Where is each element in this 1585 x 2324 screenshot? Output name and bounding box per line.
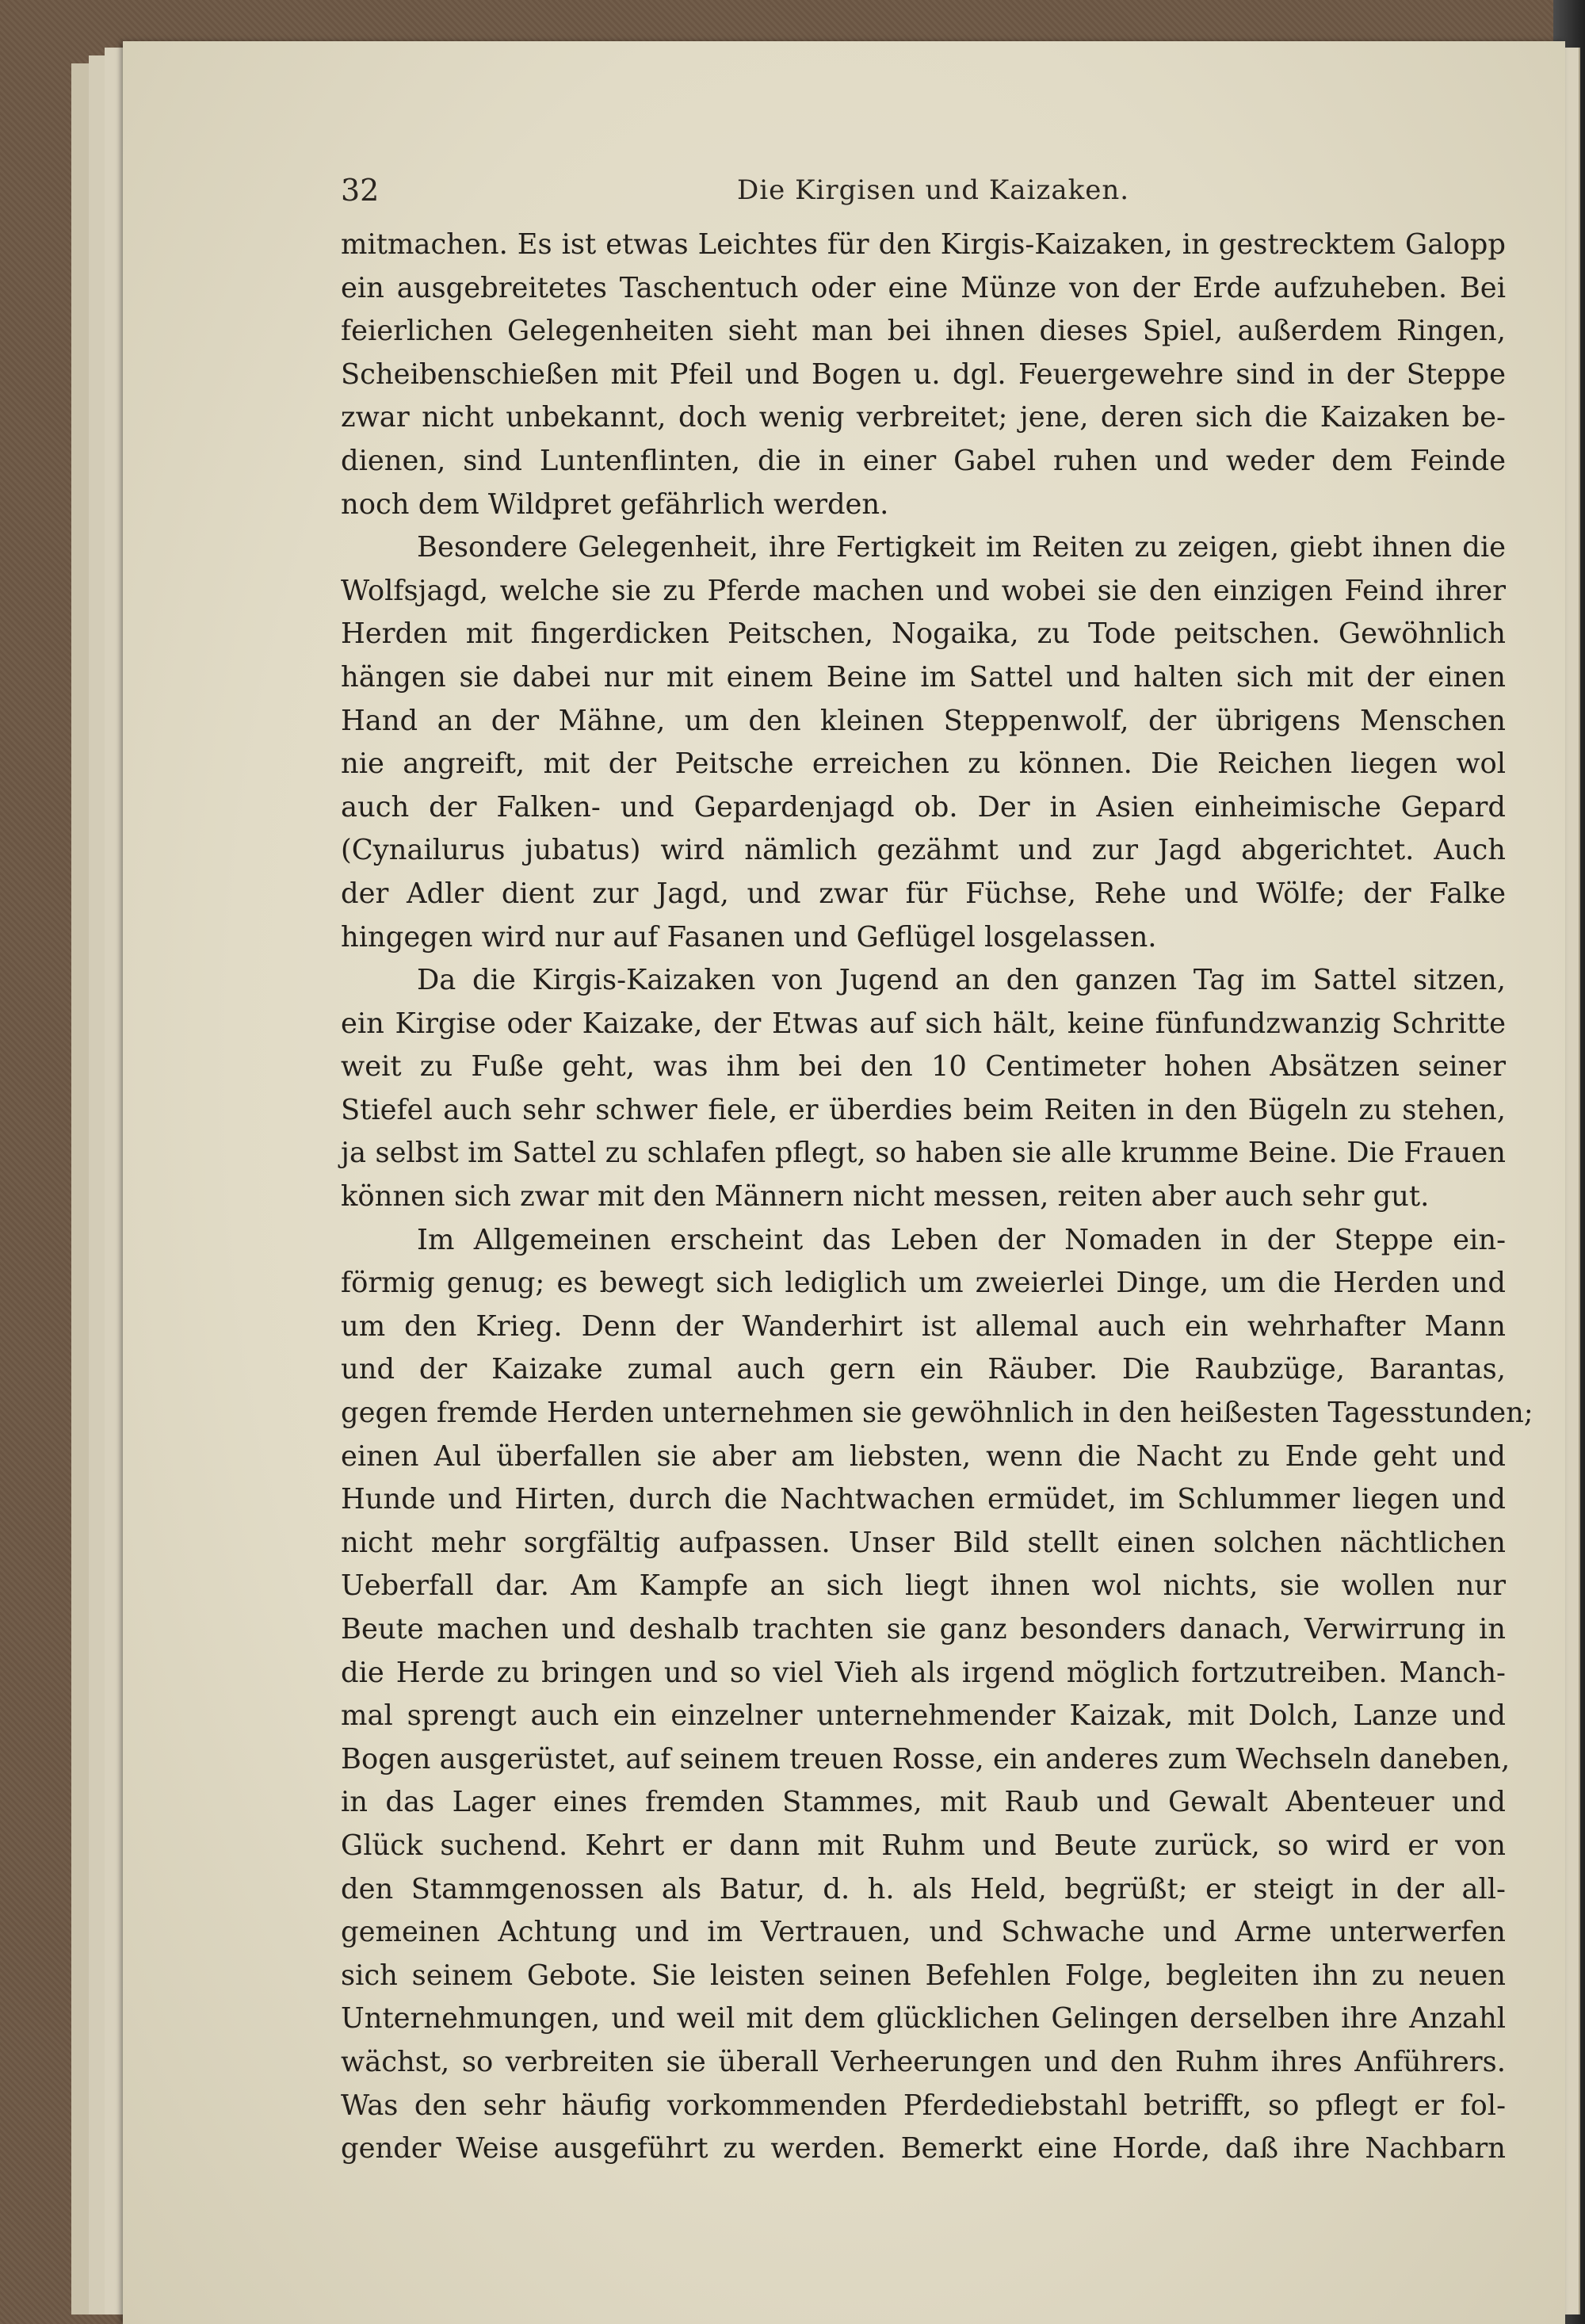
text-line: die Herde zu bringen und so viel Vieh als irgend möglich fortzutreiben. Manch- bbox=[341, 1656, 1506, 1689]
text-line: Da die Kirgis-Kaizaken von Jugend an den ganzen Tag im Sattel sitzen, bbox=[417, 964, 1506, 997]
text-line: nie angreift, mit der Peitsche erreichen zu können. Die Reichen liegen wol bbox=[341, 747, 1506, 781]
text-line: Was den sehr häufig vorkommenden Pferdediebstahl betrifft, so pflegt er fol- bbox=[341, 2089, 1506, 2122]
text-line: sich seinem Gebote. Sie leisten seinen Befehlen Folge, begleiten ihn zu neuen bbox=[341, 1959, 1506, 1992]
text-line: Bogen ausgerüstet, auf seinem treuen Rosse, ein anderes zum Wechseln daneben, bbox=[341, 1742, 1511, 1775]
text-line: mal sprengt auch ein einzelner unternehmender Kaizak, mit Dolch, Lanze und bbox=[341, 1699, 1506, 1733]
text-line: Besondere Gelegenheit, ihre Fertigkeit im Reiten zu zeigen, giebt ihnen die bbox=[417, 531, 1506, 564]
text-line: Wolfsjagd, welche sie zu Pferde machen und wobei sie den einzigen Feind ihrer bbox=[341, 574, 1506, 607]
text-line: Unternehmungen, und weil mit dem glücklichen Gelingen derselben ihre Anzahl bbox=[341, 2002, 1506, 2035]
text-line: ein ausgebreitetes Taschentuch oder eine Münze von der Erde aufzuheben. Bei bbox=[341, 271, 1506, 304]
text-line: Hand an der Mähne, um den kleinen Steppenwolf, der übrigens Menschen bbox=[341, 704, 1506, 737]
text-line: nicht mehr sorgfältig aufpassen. Unser Bild stellt einen solchen nächtlichen bbox=[341, 1526, 1506, 1559]
text-line: einen Aul überfallen sie aber am liebsten, wenn die Nacht zu Ende geht und bbox=[341, 1439, 1506, 1473]
text-line: der Adler dient zur Jagd, und zwar für Füchse, Rehe und Wölfe; der Falke bbox=[341, 877, 1506, 910]
text-line: hängen sie dabei nur mit einem Beine im Sattel und halten sich mit der einen bbox=[341, 660, 1506, 694]
text-line: in das Lager eines fremden Stammes, mit Raub und Gewalt Abenteuer und bbox=[341, 1786, 1506, 1819]
text-line: wächst, so verbreiten sie überall Verheerungen und den Ruhm ihres Anführers. bbox=[341, 2045, 1506, 2078]
body-text bbox=[341, 224, 1533, 2171]
text-line: ja selbst im Sattel zu schlafen pflegt, so haben sie alle krumme Beine. Die Frauen bbox=[341, 1137, 1506, 1170]
text-line: feierlichen Gelegenheiten sieht man bei ihnen dieses Spiel, außerdem Ringen, bbox=[341, 315, 1506, 348]
text-line: gemeinen Achtung und im Vertrauen, und Schwache und Arme unterwerfen bbox=[341, 1916, 1506, 1949]
text-line: zwar nicht unbekannt, doch wenig verbreitet; jene, deren sich die Kaizaken be- bbox=[341, 401, 1506, 434]
text-line: Glück suchend. Kehrt er dann mit Ruhm und Beute zurück, so wird er von bbox=[341, 1829, 1506, 1862]
text-line: weit zu Fuße geht, was ihm bei den 10 Centimeter hohen Absätzen seiner bbox=[341, 1050, 1506, 1084]
page-number: 32 bbox=[341, 173, 380, 208]
text-line: ein Kirgise oder Kaizake, der Etwas auf sich hält, keine fünfundzwanzig Schritte bbox=[341, 1007, 1506, 1040]
text-line: um den Krieg. Denn der Wanderhirt ist allemal auch ein wehrhafter Mann bbox=[341, 1309, 1506, 1343]
text-line: hingegen wird nur auf Fasanen und Geflügel losgelassen. bbox=[341, 920, 1157, 954]
text-line: Hunde und Hirten, durch die Nachtwachen ermüdet, im Schlummer liegen und bbox=[341, 1483, 1506, 1516]
text-line: (Cynailurus jubatus) wird nämlich gezähmt und zur Jagd abgerichtet. Auch bbox=[341, 834, 1506, 867]
text-line: mitmachen. Es ist etwas Leichtes für den Kirgis-Kaizaken, in gestrecktem Galopp bbox=[341, 228, 1506, 261]
text-line: noch dem Wildpret gefährlich werden. bbox=[341, 487, 889, 521]
text-line: auch der Falken- und Gepardenjagd ob. Der in Asien einheimische Gepard bbox=[341, 790, 1506, 824]
text-line: Ueberfall dar. Am Kampfe an sich liegt ihnen wol nichts, sie wollen nur bbox=[341, 1569, 1506, 1603]
text-line: gender Weise ausgeführt zu werden. Bemerkt eine Horde, daß ihre Nachbarn bbox=[341, 2132, 1506, 2165]
text-line: Beute machen und deshalb trachten sie ganz besonders danach, Verwirrung in bbox=[341, 1613, 1506, 1646]
text-line: Scheibenschießen mit Pfeil und Bogen u. dgl. Feuergewehre sind in der Steppe bbox=[341, 357, 1506, 391]
page-header bbox=[341, 173, 1530, 220]
text-line: können sich zwar mit den Männern nicht messen, reiten aber auch sehr gut. bbox=[341, 1180, 1430, 1214]
text-line: den Stammgenossen als Batur, d. h. als Held, begrüßt; er steigt in der all- bbox=[341, 1872, 1506, 1905]
text-line: Im Allgemeinen erscheint das Leben der Nomaden in der Steppe ein- bbox=[417, 1223, 1506, 1256]
text-line: Herden mit fingerdicken Peitschen, Nogaika, zu Tode peitschen. Gewöhnlich bbox=[341, 617, 1506, 651]
text-line: und der Kaizake zumal auch gern ein Räuber. Die Raubzüge, Barantas, bbox=[341, 1353, 1506, 1386]
running-title: Die Kirgisen und Kaizaken. bbox=[737, 174, 1130, 206]
text-line: gegen fremde Herden unternehmen sie gewöhnlich in den heißesten Tagesstunden; bbox=[341, 1397, 1533, 1430]
text-line: förmig genug; es bewegt sich lediglich um zweierlei Dinge, um die Herden und bbox=[341, 1267, 1506, 1300]
text-line: Stiefel auch sehr schwer fiele, er überdies beim Reiten in den Bügeln zu stehen, bbox=[341, 1093, 1506, 1126]
text-line: dienen, sind Luntenflinten, die in einer Gabel ruhen und weder dem Feinde bbox=[341, 444, 1506, 477]
